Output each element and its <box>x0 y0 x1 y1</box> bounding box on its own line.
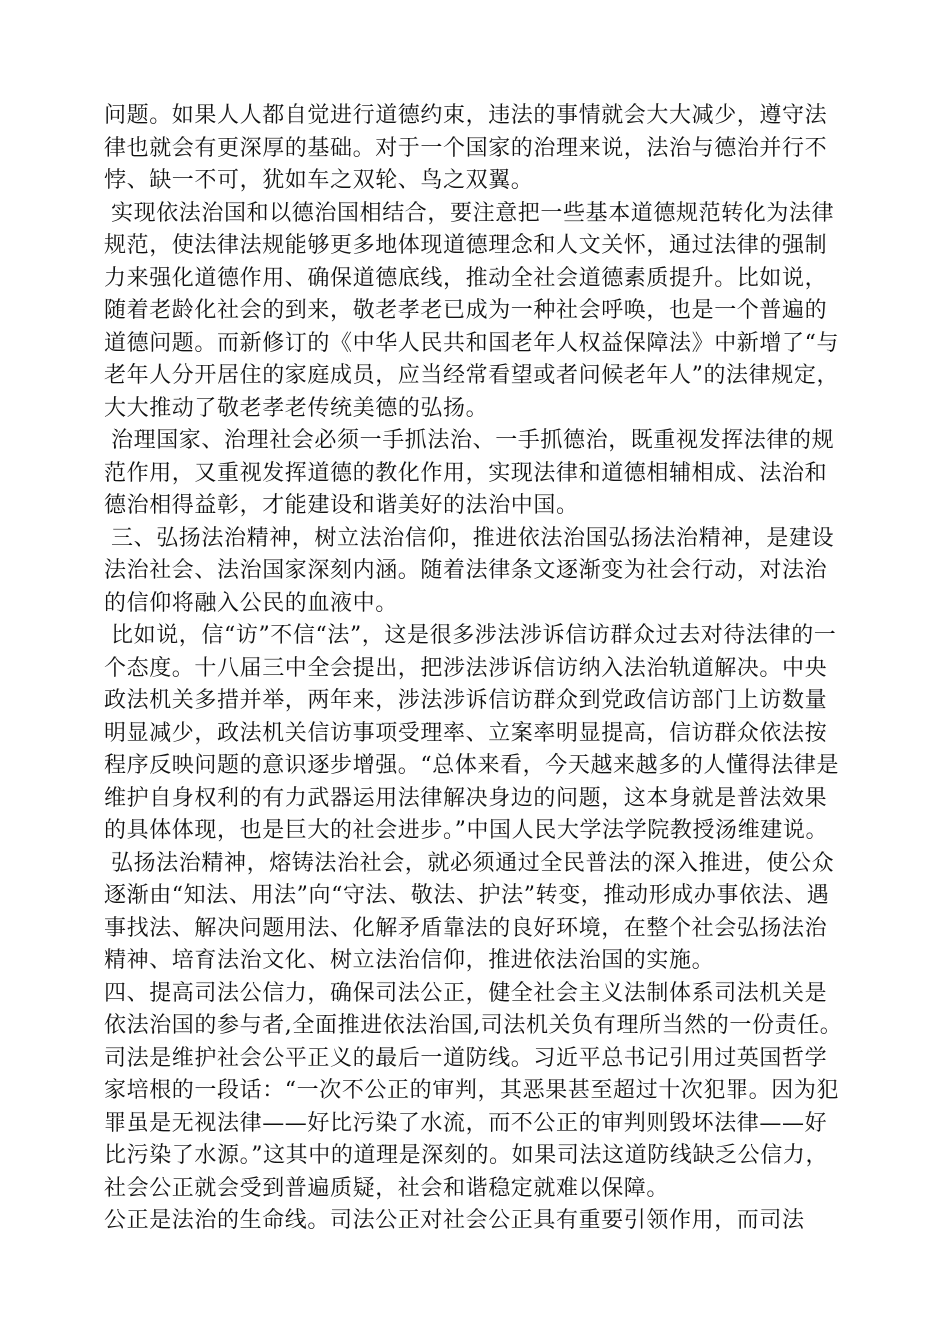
document-body <box>104 100 844 1238</box>
paragraph-8: 公正是法治的生命线。司法公正对社会公正具有重要引领作用，而司法 <box>104 1208 805 1233</box>
paragraph-3: 治理国家、治理社会必须一手抓法治、一手抓德治，既重视发挥法律的规范作用，又重视发挥道德的教化作用，实现法律和道德相辅相成、法治和德治相得益彰，才能建设和谐美好的法治中国。 <box>104 428 835 518</box>
paragraph-7: 四、提高司法公信力，确保司法公正，健全社会主义法制体系司法机关是依法治国的参与者,全面推进依法治国,司法机关负有理所当然的一份责任。司法是维护社会公平正义的最后一道防线。习近平总书记引用过英国哲学家培根的一段话：“一次不公正的审判，其恶果甚至超过十次犯罪。因为犯罪虽是无视法律——好比污染了水流，而不公正的审判则毁坏法律——好比污染了水源。”这其中的道理是深刻的。如果司法这道防线缺乏公信力，社会公正就会受到普遍质疑，社会和谐稳定就难以保障。 <box>104 980 843 1201</box>
paragraph-2: 实现依法治国和以德治国相结合，要注意把一些基本道德规范转化为法律规范，使法律法规能够更多地体现道德理念和人文关怀，通过法律的强制力来强化道德作用、确保道德底线，推动全社会道德素质提升。比如说，随着老龄化社会的到来，敬老孝老已成为一种社会呼唤，也是一个普遍的道德问题。而新修订的《中华人民共和国老年人权益保障法》中新增了“与老年人分开居住的家庭成员，应当经常看望或者问候老年人”的法律规定，大大推动了敬老孝老传统美德的弘扬。 <box>104 200 840 421</box>
paragraph-1: 问题。如果人人都自觉进行道德约束，违法的事情就会大大减少，遵守法律也就会有更深厚的基础。对于一个国家的治理来说，法治与德治并行不悖、缺一不可，犹如车之双轮、鸟之双翼。 <box>104 103 828 193</box>
paragraph-4: 三、弘扬法治精神，树立法治信仰，推进依法治国弘扬法治精神，是建设法治社会、法治国家深刻内涵。随着法律条文逐渐变为社会行动，对法治的信仰将融入公民的血液中。 <box>104 525 835 616</box>
paragraph-5: 比如说，信“访”不信“法”，这是很多涉法涉诉信访群众过去对待法律的一个态度。十八届三中全会提出，把涉法涉诉信访纳入法治轨道解决。中央政法机关多措并举，两年来，涉法涉诉信访群众到党政信访部门上访数量明显减少，政法机关信访事项受理率、立案率明显提高，信访群众依法按程序反映问题的意识逐步增强。“总体来看，今天越来越多的人懂得法律是维护自身权利的有力武器运用法律解决身边的问题，这本身就是普法效果的具体体现，也是巨大的社会进步。”中国人民大学法学院教授汤维建说。 <box>104 623 840 843</box>
paragraph-6: 弘扬法治精神，熔铸法治社会，就必须通过全民普法的深入推进，使公众逐渐由“知法、用法”向“守法、敬法、护法”转变，推动形成办事依法、遇事找法、解决问题用法、化解矛盾靠法的良好环境，在整个社会弘扬法治精神、培育法治文化、树立法治信仰，推进依法治国的实施。 <box>104 850 835 973</box>
